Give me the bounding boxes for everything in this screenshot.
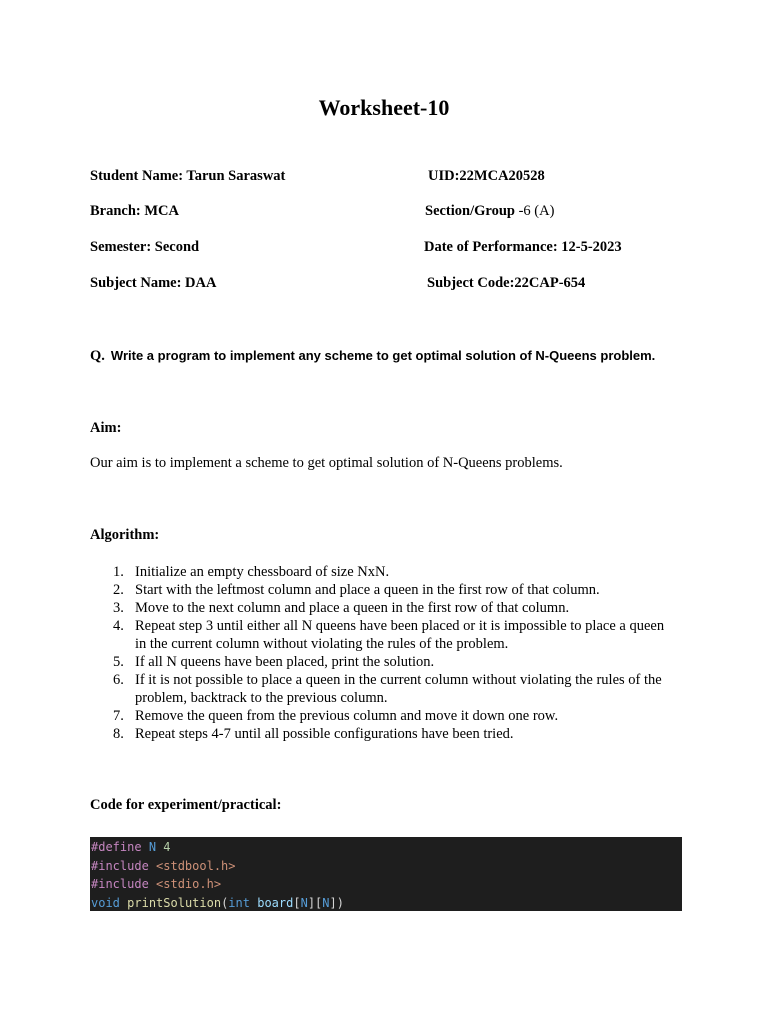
code-heading: Code for experiment/practical: [90,797,282,813]
code-line [90,838,682,857]
section-label: Section/Group [425,203,515,219]
code-param-type: int [228,895,250,910]
uid: UID:22MCA20528 [428,168,545,184]
algorithm-step [113,707,673,725]
step-number: 3. [113,600,124,616]
code-line [90,894,682,913]
code-directive: #include [91,877,149,891]
section-group [425,203,554,220]
step-number: 8. [113,726,124,742]
step-text: Start with the leftmost column and place a queen in the first row of that column. [135,582,600,598]
aim-heading: Aim: [90,420,122,436]
algorithm-step [113,725,673,743]
code-return-type: void [91,895,120,910]
code-param-name: board [257,895,294,910]
code-dim: N [322,895,330,910]
step-text: Move to the next column and place a queen in the first row of that column. [135,600,570,616]
code-line [90,875,682,894]
code-directive: #define [91,840,142,854]
code-function-name: printSolution [127,895,222,910]
step-text: Repeat steps 4-7 until all possible configurations have been tried. [135,726,514,742]
student-name: Student Name: Tarun Saraswat [90,168,286,184]
branch: Branch: MCA [90,203,180,219]
step-text: Repeat step 3 until either all N queens have been placed or it is impossible to place a queen in the current column without violating the rules of the problem. [135,618,665,652]
algorithm-heading: Algorithm: [90,527,160,543]
code-header: <stdbool.h> [156,858,236,873]
aim-text: Our aim is to implement a scheme to get optimal solution of N-Queens problems. [90,455,563,471]
semester: Semester: Second [90,239,200,255]
section-value: -6 (A) [514,203,555,219]
step-number: 2. [113,582,124,598]
algorithm-step [113,581,673,599]
date-of-performance: Date of Performance: 12-5-2023 [424,239,622,255]
code-paren-open: ( [221,895,229,910]
algorithm-step [113,599,673,617]
code-paren-close: ]) [329,895,344,910]
step-number: 4. [113,618,124,634]
code-macro-value: 4 [163,840,171,854]
question-text: Write a program to implement any scheme to get optimal solution of N-Queens problem. [110,348,656,363]
code-bracket: [ [293,895,301,910]
code-bracket: ][ [307,895,323,910]
subject-name: Subject Name: DAA [90,275,217,291]
algorithm-step [113,563,673,581]
step-number: 6. [113,672,124,688]
algorithm-step [113,617,673,653]
algorithm-step [113,671,673,707]
algorithm-step [113,653,673,671]
step-number: 5. [113,654,124,670]
page-title: Worksheet-10 [318,95,450,120]
code-line [90,857,682,876]
step-number: 1. [113,564,124,580]
code-header: <stdio.h> [156,877,222,891]
step-text: If it is not possible to place a queen in the current column without violating the rules of the problem, backtrack to the previous column. [135,672,662,706]
code-macro-name: N [148,840,157,854]
question-label: Q. [90,348,105,364]
code-directive: #include [91,858,149,873]
step-text: Remove the queen from the previous column and move it down one row. [135,708,559,724]
step-number: 7. [113,708,124,724]
step-text: If all N queens have been placed, print the solution. [135,654,435,670]
code-block [90,837,682,911]
question [90,348,655,365]
step-text: Initialize an empty chessboard of size NxN. [135,564,390,580]
algorithm-list [113,563,673,743]
subject-code: Subject Code:22CAP-654 [427,275,586,291]
code-dim: N [300,895,308,910]
